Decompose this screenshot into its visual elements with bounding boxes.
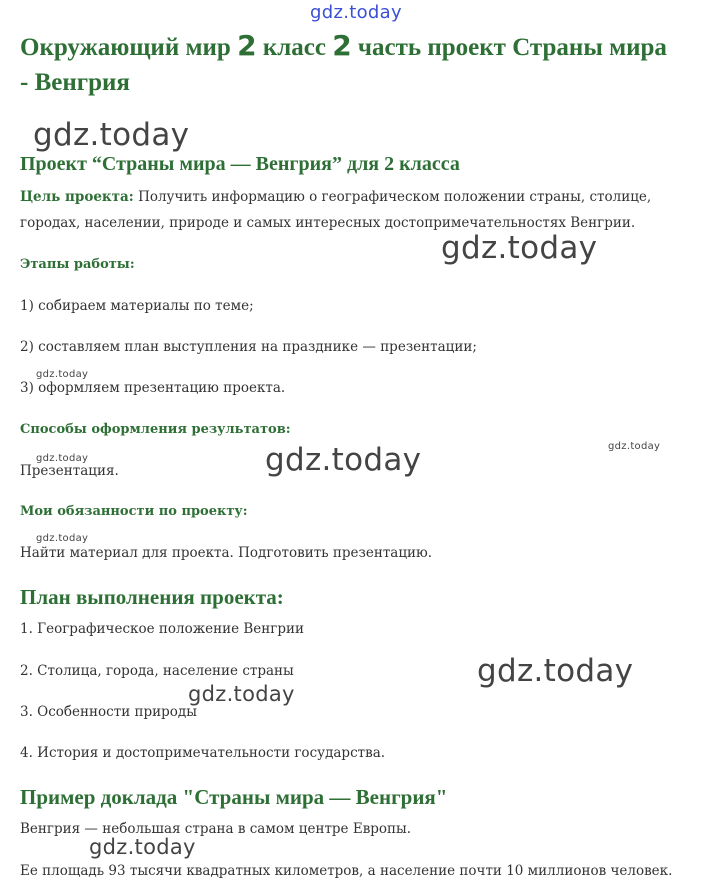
watermark-4: gdz.today: [608, 441, 661, 452]
project-heading: Проект “Страны мира — Венгрия” для 2 класса: [20, 153, 460, 175]
duties-label: Мои обязанности по проекту:: [20, 504, 248, 519]
watermark-3: gdz.today: [36, 369, 89, 380]
report-paragraph-2: Ее площадь 93 тысячи квадратных километров, а население почти 10 миллионов человек.: [20, 863, 673, 879]
watermark-5: gdz.today: [36, 453, 89, 464]
goal-paragraph: [20, 184, 685, 236]
title-part-number: 2: [332, 29, 352, 62]
stage-item-1: 1) собираем материалы по теме;: [20, 298, 254, 314]
watermark-10: gdz.today: [89, 835, 196, 859]
title-grade-number: 2: [237, 29, 257, 62]
watermark-1: gdz.today: [33, 117, 190, 153]
stages-label: Этапы работы:: [20, 257, 135, 272]
results-label: Способы оформления результатов:: [20, 422, 291, 437]
report-paragraph-1: Венгрия — небольшая страна в самом центре Европы.: [20, 821, 412, 837]
title-part-3: часть проект Страны мира - Венгрия: [20, 34, 667, 96]
stage-item-2: 2) составляем план выступления на празднике — презентации;: [20, 339, 477, 355]
title-part-1: Окружающий мир: [20, 34, 238, 61]
plan-item-2: 2. Столица, города, население страны: [20, 663, 294, 679]
watermark-top: gdz.today: [310, 2, 402, 23]
watermark-6: gdz.today: [265, 442, 422, 478]
goal-text: Получить информацию о географическом положении страны, столице, городах, населении, природе и самых интересных достопримечательностях Венгрии.: [20, 189, 652, 231]
plan-heading: План выполнения проекта:: [20, 585, 284, 609]
duties-text: Найти материал для проекта. Подготовить презентацию.: [20, 545, 433, 561]
plan-item-4: 4. История и достопримечательности государства.: [20, 745, 386, 761]
stage-item-3: 3) оформляем презентацию проекта.: [20, 380, 286, 396]
report-heading: Пример доклада "Страны мира — Венгрия": [20, 785, 448, 809]
watermark-7: gdz.today: [36, 533, 89, 544]
goal-label: Цель проекта:: [20, 189, 134, 205]
plan-item-3: 3. Особенности природы: [20, 704, 197, 720]
watermark-8: gdz.today: [477, 653, 634, 689]
results-text: Презентация.: [20, 463, 119, 479]
plan-item-1: 1. Географическое положение Венгрии: [20, 621, 305, 637]
page-title: [20, 28, 680, 100]
watermark-2: gdz.today: [441, 230, 598, 266]
title-part-2: класс: [256, 34, 333, 61]
watermark-9: gdz.today: [188, 682, 295, 706]
